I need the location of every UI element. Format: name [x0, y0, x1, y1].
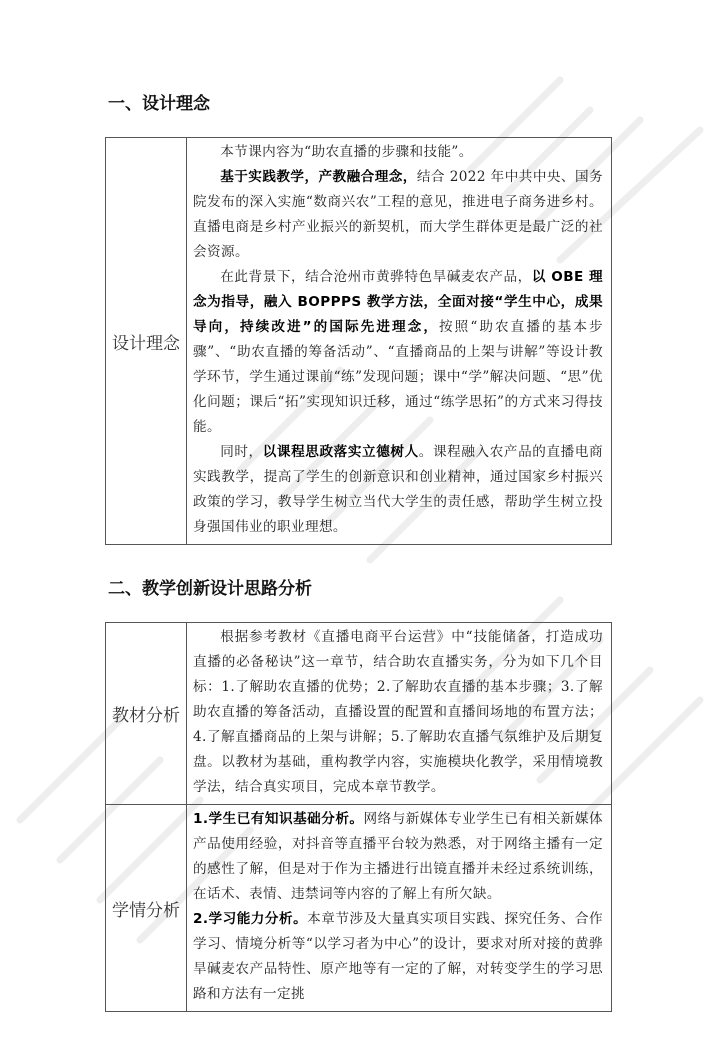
bold-text: 以课程思政落实立德树人 [262, 444, 419, 460]
row-label: 教材分析 [106, 623, 187, 805]
section-heading-design-concept: 一、设计理念 [108, 94, 210, 114]
paragraph [193, 907, 603, 1007]
text: 在此背景下，结合沧州市黄骅特色旱碱麦农产品， [220, 269, 532, 285]
table-row [106, 623, 612, 805]
section-heading-innovation-analysis: 二、教学创新设计思路分析 [108, 579, 312, 599]
row-content [187, 805, 612, 1012]
row-label: 学情分析 [106, 805, 187, 1012]
paragraph [193, 265, 603, 440]
paragraph [193, 807, 603, 907]
text: 根据参考教材《直播电商平台运营》中“技能储备，打造成功直播的必备秘诀”这一章节，结合助农直播实务，分为如下几个目标：1.了解助农直播的优势；2.了解助农直播的基本步骤；3.了解助农直播的筹备活动，直播设置的配置和直播间场地的布置方法；4.了解直播商品的上架与讲解；5.了解助农直播气氛维护及后期复盘。以教材为基础，重构教学内容，实施模块化教学，采用情境教学法，结合真实项目，完成本章节教学。 [193, 629, 603, 795]
row-label: 设计理念 [106, 138, 187, 545]
bold-text: 2.学习能力分析。 [193, 911, 308, 927]
text: 网络与新媒体专业学生已有相关新媒体产品使用经验，对抖音等直播平台较为熟悉，对于网络主播有一定的感性了解，但是对于作为主播进行出镜直播并未经过系统训练，在话术、表情、违禁词等内容的了解上有所欠缺。 [193, 811, 603, 902]
paragraph [193, 165, 603, 265]
table-row [106, 138, 612, 545]
table-row [106, 805, 612, 1012]
design-concept-table [105, 137, 612, 545]
text: 。课程融入农产品的直播电商实践教学，提高了学生的创新意识和创业精神，通过国家乡村振兴政策的学习，教导学生树立当代大学生的责任感，帮助学生树立投身强国伟业的职业理想。 [193, 444, 604, 535]
innovation-analysis-table [105, 622, 612, 1012]
row-content [187, 623, 612, 805]
text: 本章节涉及大量真实项目实践、探究任务、合作学习、情境分析等“以学习者为中心”的设计，要求对所对接的黄骅旱碱麦农产品特性、原产地等有一定的了解，对转变学生的学习思路和方法有一定挑 [193, 911, 603, 1002]
row-content [187, 138, 612, 545]
text: 本节课内容为“助农直播的步骤和技能”。 [220, 144, 473, 160]
paragraph [193, 140, 603, 165]
text: 同时， [220, 444, 263, 460]
text: 结合 2022 年中共中央、国务院发布的深入实施“数商兴农”工程的意见，推进电子商务进乡村。直播电商是乡村产业振兴的新契机，而大学生群体更是最广泛的社会资源。 [193, 169, 603, 260]
paragraph [193, 625, 603, 800]
bold-text: 以 OBE 理念为指导，融入 BOPPPS 教学方法，全面对接“学生中心，成果导向，持续改进”的国际先进理念， [193, 269, 603, 335]
bold-text: 1.学生已有知识基础分析。 [193, 811, 364, 827]
paragraph [193, 440, 603, 540]
bold-text: 基于实践教学，产教融合理念， [220, 169, 417, 185]
text: 按照“助农直播的基本步骤”、“助农直播的筹备活动”、“直播商品的上架与讲解”等设计教学环节，学生通过课前“练”发现问题；课中“学”解决问题、“思”优化问题；课后“拓”实现知识迁移，通过“练学思拓”的方式来习得技能。 [193, 319, 603, 435]
